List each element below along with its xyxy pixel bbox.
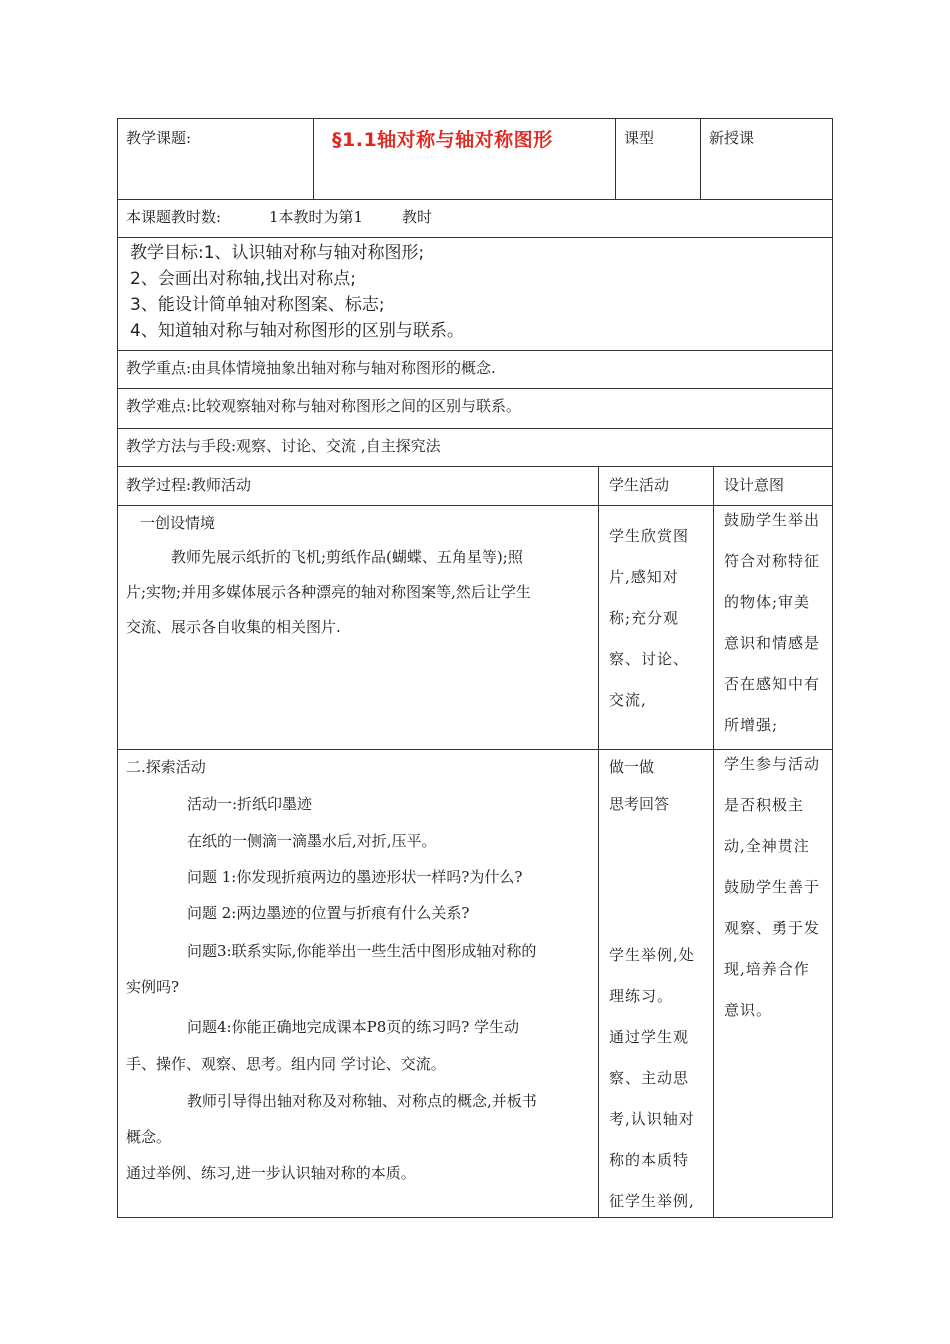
section2-guide-line2: 概念。 — [126, 1128, 172, 1146]
goal-3: 3、能设计简单轴对称图案、标志; — [130, 295, 385, 315]
hours-row — [118, 200, 832, 238]
goals-row — [118, 238, 832, 351]
section1-design-6: 所增强; — [724, 716, 779, 734]
section1-line-2: 片;实物;并用多媒体展示各种漂亮的轴对称图案等,然后让学生 — [126, 583, 531, 601]
section1-student-4: 察、讨论、 — [609, 650, 690, 668]
section1-design-5: 否在感知中有 — [724, 675, 821, 693]
key-point-row — [118, 351, 832, 389]
type-label-cell — [615, 119, 700, 199]
section1-student-2: 片,感知对 — [609, 568, 679, 586]
section2-guide-line1: 教师引导得出轴对称及对称轴、对称点的概念,并板书 — [187, 1092, 537, 1110]
student-header-cell — [598, 467, 713, 505]
hours-suffix: 教时 — [402, 208, 433, 226]
lesson-plan-table — [117, 118, 833, 1218]
section2-design-7: 意识。 — [724, 1001, 773, 1019]
section1-student-cell — [598, 506, 713, 749]
teacher-activity-header: 教学过程:教师活动 — [126, 476, 252, 494]
section2-step: 在纸的一侧滴一滴墨水后,对折,压平。 — [187, 832, 437, 850]
section1-line-1: 教师先展示纸折的飞机;剪纸作品(蝴蝶、五角星等);照 — [171, 548, 523, 566]
type-value-cell — [700, 119, 832, 199]
section2-design-cell — [713, 750, 832, 1217]
section2-teacher-cell — [118, 750, 598, 1217]
section2-design-6: 现,培养合作 — [724, 960, 810, 978]
section2-q4-line2: 手、操作、观察、思考。组内同 学讨论、交流。 — [126, 1055, 446, 1073]
difficulty-row — [118, 389, 832, 429]
section1-student-1: 学生欣赏图 — [609, 527, 690, 545]
student-activity-header: 学生活动 — [609, 476, 670, 494]
section1-design-3: 的物体;审美 — [724, 593, 811, 611]
section2-row — [118, 750, 832, 1217]
section1-design-2: 符合对称特征 — [724, 552, 821, 570]
section2-student-7: 征学生举例, — [609, 1192, 695, 1210]
section2-q2: 问题 2:两边墨迹的位置与折痕有什么关系? — [187, 904, 470, 922]
section1-teacher-cell — [118, 506, 598, 749]
lesson-title: §1.1轴对称与轴对称图形 — [332, 129, 553, 151]
teacher-header-cell — [118, 467, 598, 505]
difficulty: 教学难点:比较观察轴对称与轴对称图形之间的区别与联系。 — [126, 397, 522, 415]
section2-student-top-2: 思考回答 — [609, 795, 670, 813]
section2-student-1: 学生举例,处 — [609, 946, 695, 964]
hours-label: 本课题教时数: — [126, 208, 222, 226]
section2-q1: 问题 1:你发现折痕两边的墨迹形状一样吗?为什么? — [187, 868, 523, 886]
section2-design-4: 鼓励学生善于 — [724, 878, 821, 896]
section2-student-6: 称的本质特 — [609, 1151, 690, 1169]
type-label: 课型 — [624, 129, 655, 147]
section2-design-2: 是否积极主 — [724, 796, 805, 814]
section2-q4-line1: 问题4:你能正确地完成课本P8页的练习吗? 学生动 — [187, 1018, 520, 1036]
topic-label: 教学课题: — [126, 129, 192, 147]
goal-4: 4、知道轴对称与轴对称图形的区别与联系。 — [130, 321, 464, 341]
design-intent-header: 设计意图 — [724, 476, 785, 494]
section1-design-4: 意识和情感是 — [724, 634, 821, 652]
section1-line-3: 交流、展示各自收集的相关图片. — [126, 618, 341, 636]
section2-design-1: 学生参与活动 — [724, 755, 821, 773]
title-cell — [313, 119, 615, 199]
hours-value: 1本教时为第1 — [269, 208, 364, 226]
section2-student-4: 察、主动思 — [609, 1069, 690, 1087]
section2-student-2: 理练习。 — [609, 987, 674, 1005]
section1-design-cell — [713, 506, 832, 749]
section1-heading: 一创设情境 — [140, 514, 216, 532]
section2-student-3: 通过学生观 — [609, 1028, 690, 1046]
section2-design-3: 动,全神贯注 — [724, 837, 810, 855]
section2-student-cell — [598, 750, 713, 1217]
key-point: 教学重点:由具体情境抽象出轴对称与轴对称图形的概念. — [126, 359, 496, 377]
section1-student-5: 交流, — [609, 691, 647, 709]
section1-student-3: 称;充分观 — [609, 609, 680, 627]
section2-activity: 活动一:折纸印墨迹 — [187, 795, 313, 813]
goal-2: 2、会画出对称轴,找出对称点; — [130, 269, 356, 289]
goal-1: 教学目标:1、认识轴对称与轴对称图形; — [130, 243, 425, 263]
topic-label-cell — [118, 119, 313, 199]
section1-row — [118, 506, 832, 750]
section2-design-5: 观察、勇于发 — [724, 919, 821, 937]
section2-student-top-1: 做一做 — [609, 758, 655, 776]
section1-design-1: 鼓励学生举出 — [724, 511, 821, 529]
section2-q3-line1: 问题3:联系实际,你能举出一些生活中图形成轴对称的 — [187, 942, 537, 960]
section2-heading: 二.探索活动 — [126, 758, 206, 776]
method: 教学方法与手段:观察、讨论、交流 ,自主探究法 — [126, 437, 441, 455]
section2-q3-line2: 实例吗? — [126, 978, 180, 996]
section2-student-5: 考,认识轴对 — [609, 1110, 695, 1128]
section2-summary: 通过举例、练习,进一步认识轴对称的本质。 — [126, 1164, 416, 1182]
header-row — [118, 119, 832, 200]
type-value: 新授课 — [709, 129, 755, 147]
method-row — [118, 429, 832, 467]
